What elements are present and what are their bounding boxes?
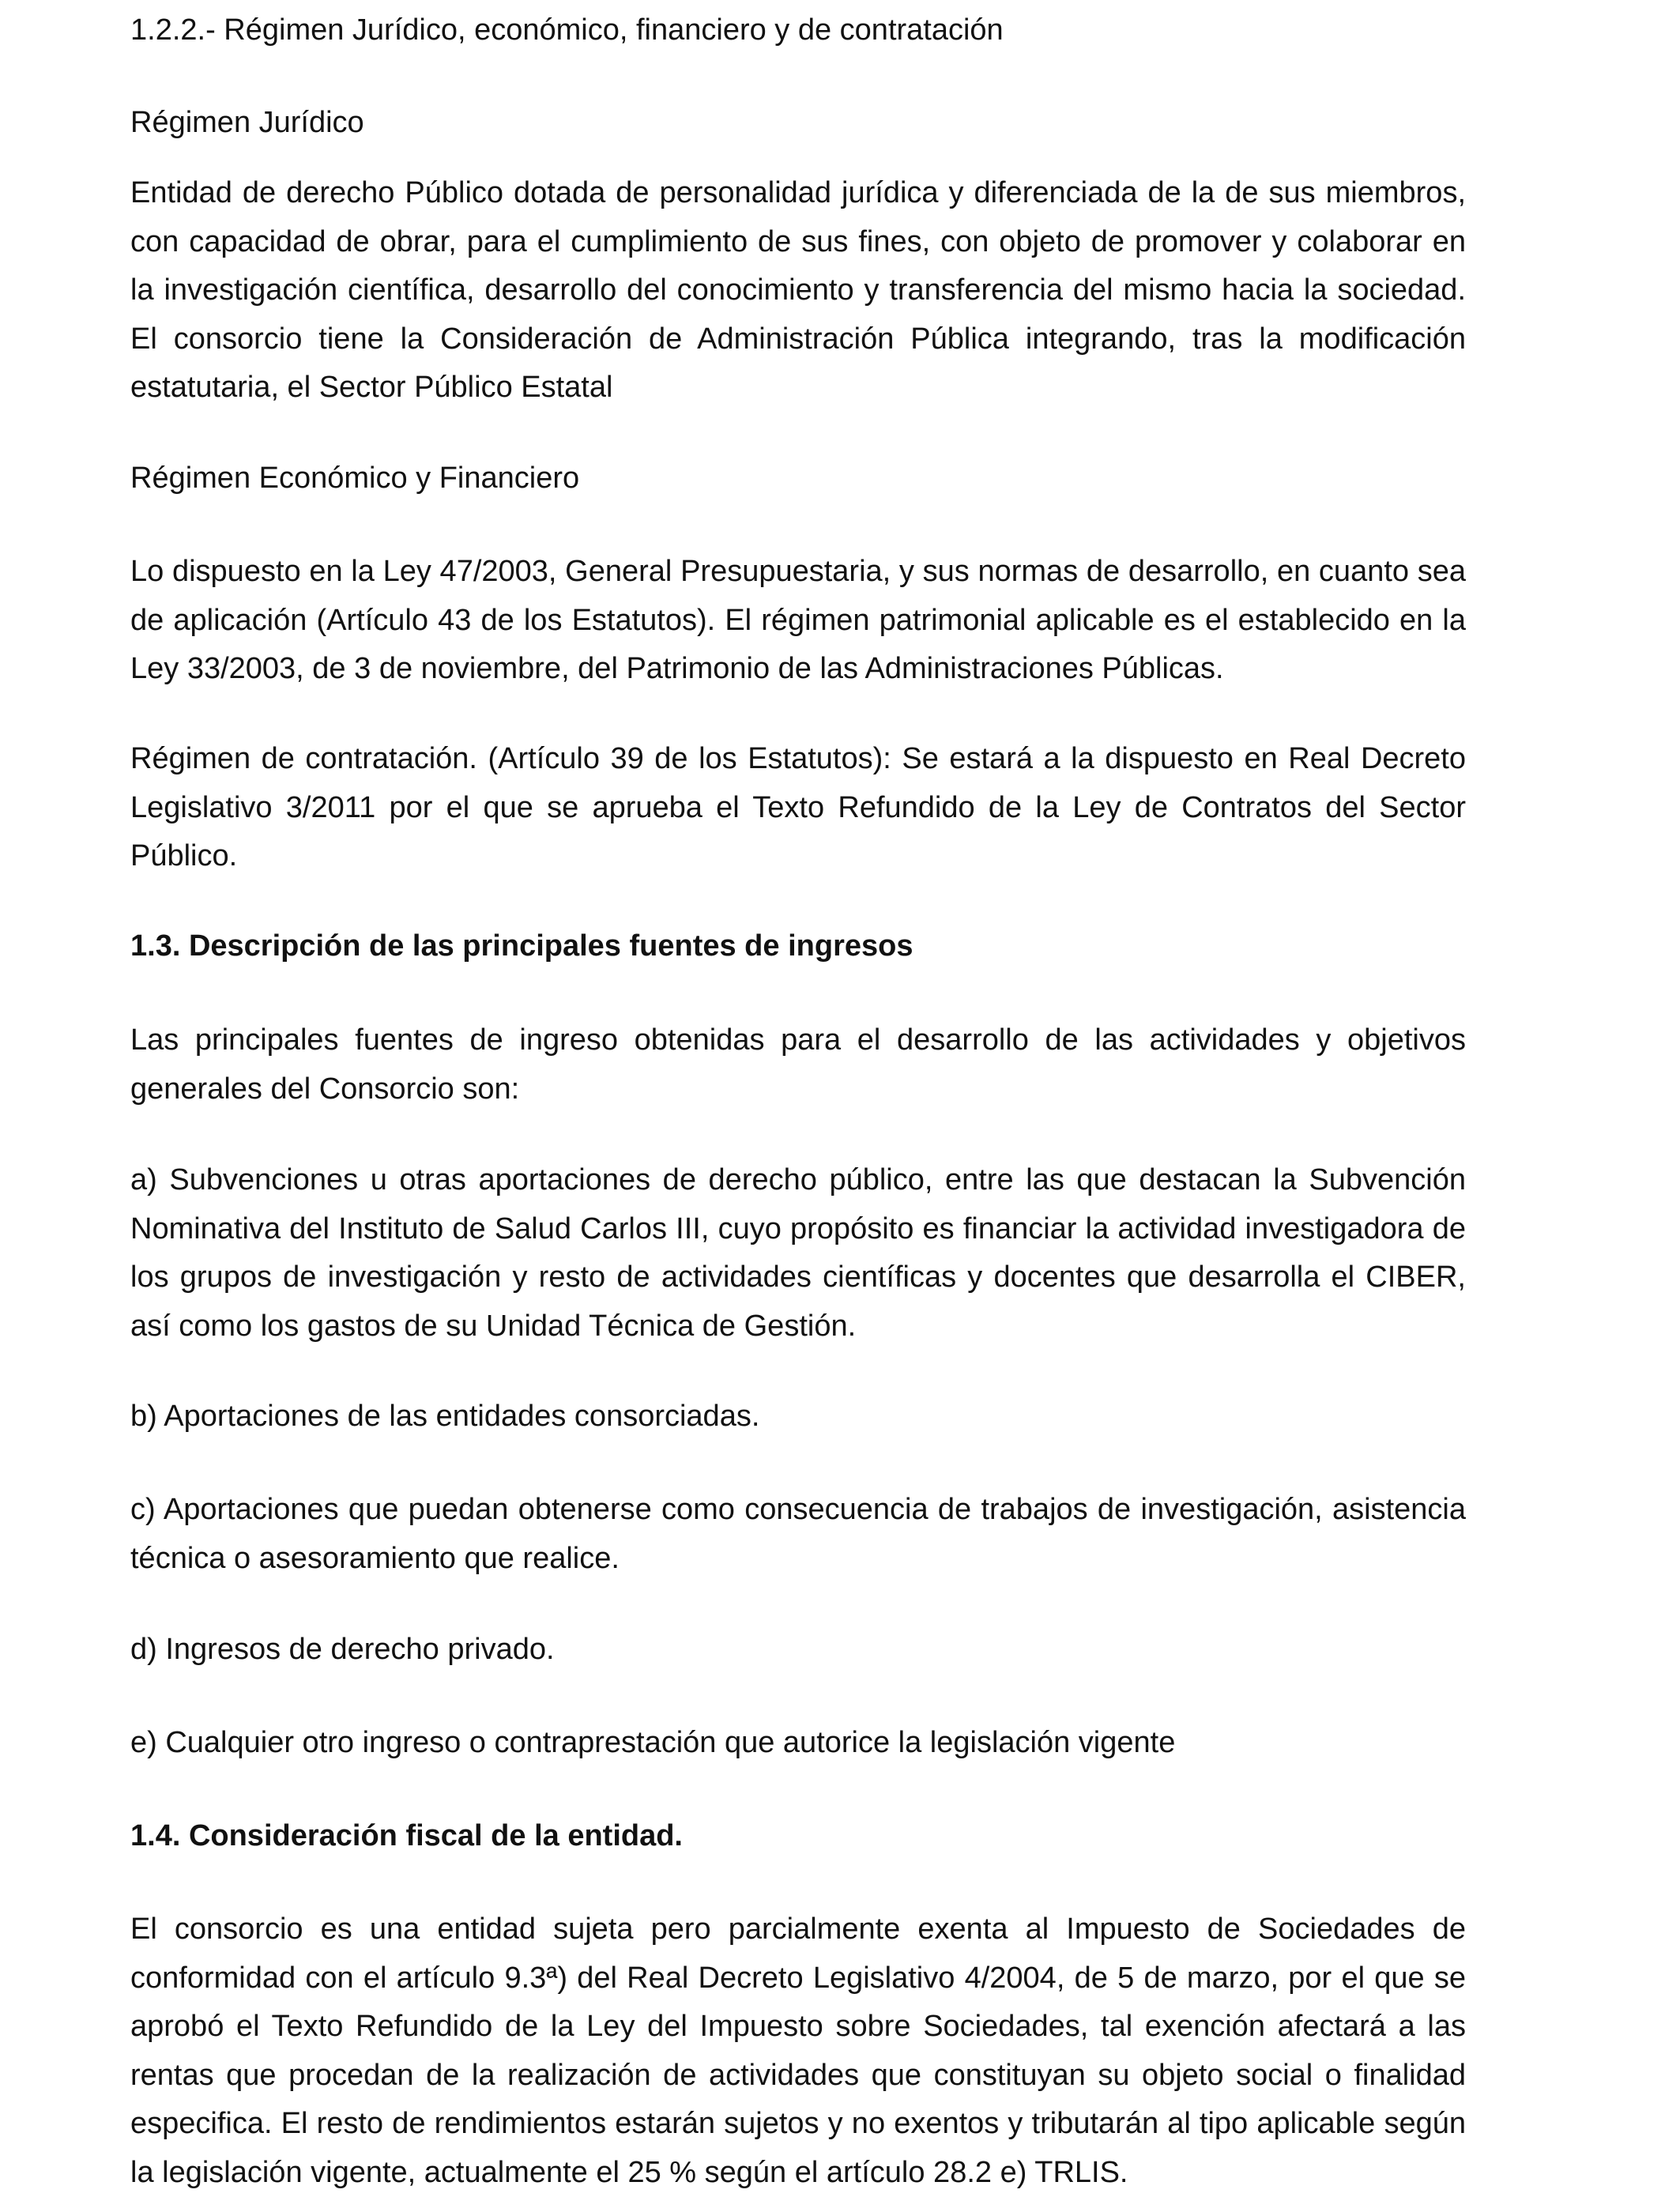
regimen-juridico-heading: Régimen Jurídico [130,106,364,139]
section-1-3-heading: 1.3. Descripción de las principales fuentes de ingresos [130,929,913,963]
section-1-4-heading: 1.4. Consideración fiscal de la entidad. [130,1819,683,1852]
regimen-contratacion-paragraph: Régimen de contratación. (Artículo 39 de los Estatutos): Se estará a la dispuesto en Real Decreto Legislativo 3/2011 por el que se aprueba el Texto Refundido de la Ley de Contratos del Sector Público. [130,742,1466,872]
income-item-c: c) Aportaciones que puedan obtenerse como consecuencia de trabajos de investigación, asistencia técnica o asesoramiento que realice. [130,1493,1466,1575]
income-item-e: e) Cualquier otro ingreso o contraprestación que autorice la legislación vigente [130,1726,1176,1759]
income-item-d: d) Ingresos de derecho privado. [130,1633,555,1666]
section-1-4-paragraph: El consorcio es una entidad sujeta pero parcialmente exenta al Impuesto de Sociedades de conformidad con el artículo 9.3ª) del Real Decreto Legislativo 4/2004, de 5 de marzo, por el que se aprobó el Texto Refundido de la Ley del Impuesto sobre Sociedades, tal exención afectará a las rentas que procedan de la realización de actividades que constituyan su objeto social o finalidad especifica. El resto de rendimientos estarán sujetos y no exentos y tributarán al tipo aplicable según la legislación vigente, actualmente el 25 % según el artículo 28.2 e) TRLIS. [130,1912,1466,2189]
regimen-juridico-paragraph: Entidad de derecho Público dotada de personalidad jurídica y diferenciada de la de sus miembros, con capacidad de obrar, para el cumplimiento de sus fines, con objeto de promover y colaborar en la investigación científica, desarrollo del conocimiento y transferencia del mismo hacia la sociedad. El consorcio tiene la Consideración de Administración Pública integrando, tras la modificación estatutaria, el Sector Público Estatal [130,176,1466,404]
income-item-a: a) Subvenciones u otras aportaciones de derecho público, entre las que destacan la Subvención Nominativa del Instituto de Salud Carlos III, cuyo propósito es financiar la actividad investigadora de los grupos de investigación y resto de actividades científicas y docentes que desarrolla el CIBER, así como los gastos de su Unidad Técnica de Gestión. [130,1163,1466,1343]
income-item-b: b) Aportaciones de las entidades consorciadas. [130,1400,760,1433]
section-1-3-intro: Las principales fuentes de ingreso obtenidas para el desarrollo de las actividades y objetivos generales del Consorcio son: [130,1023,1466,1106]
regimen-economico-heading: Régimen Económico y Financiero [130,462,580,495]
section-title: 1.2.2.- Régimen Jurídico, económico, financiero y de contratación [130,13,1004,47]
regimen-economico-paragraph: Lo dispuesto en la Ley 47/2003, General Presupuestaria, y sus normas de desarrollo, en cuanto sea de aplicación (Artículo 43 de los Estatutos). El régimen patrimonial aplicable es el establecido en la Ley 33/2003, de 3 de noviembre, del Patrimonio de las Administraciones Públicas. [130,555,1466,685]
